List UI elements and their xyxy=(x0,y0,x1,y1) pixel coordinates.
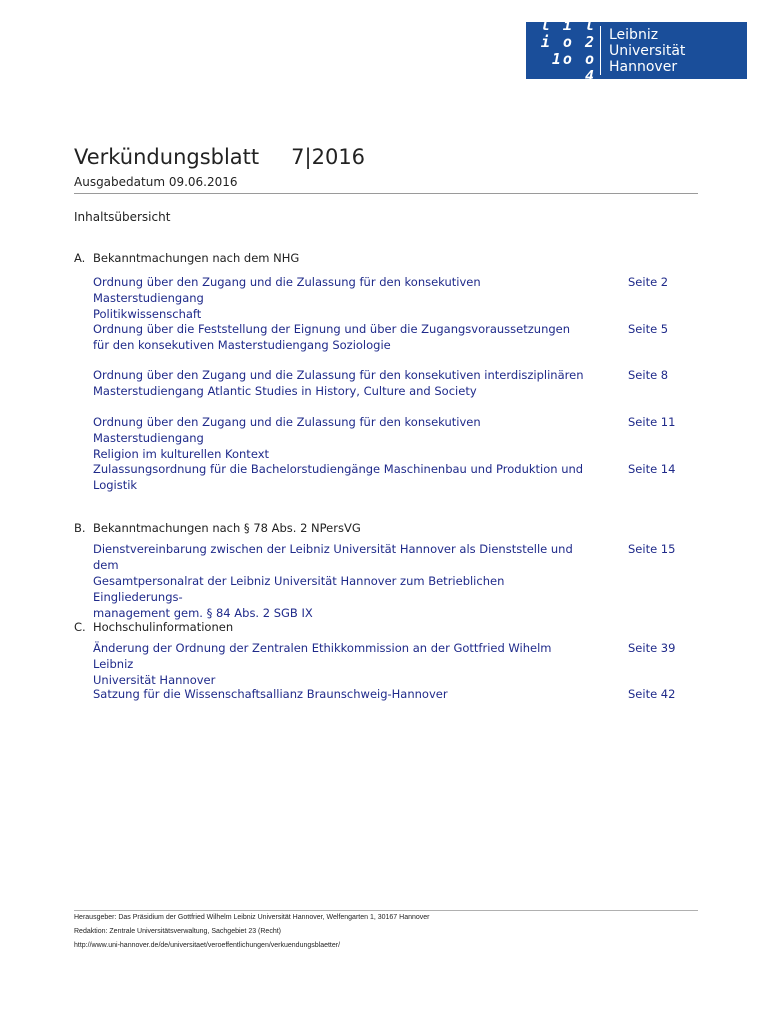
section-label: Bekanntmachungen nach dem NHG xyxy=(93,251,300,265)
toc-entry[interactable] xyxy=(93,686,693,702)
toc-entry-title[interactable] xyxy=(93,274,593,322)
toc-entry-page[interactable]: Seite 11 xyxy=(628,415,676,429)
toc-entry[interactable] xyxy=(93,461,693,493)
toc-entry-title[interactable] xyxy=(93,321,593,353)
section-heading xyxy=(74,251,299,265)
section-letter: C. xyxy=(74,620,86,634)
toc-entry-line[interactable]: Gesamtpersonalrat der Leibniz Universität Hannover zum Betrieblichen Eingliederungs- xyxy=(93,574,505,604)
toc-entry-line[interactable]: Dienstvereinbarung zwischen der Leibniz Universität Hannover als Dienststelle und dem xyxy=(93,542,573,572)
logo-mark-line: i o 2 xyxy=(540,32,596,51)
toc-entry-title[interactable] xyxy=(93,367,593,399)
footer-divider xyxy=(74,910,698,911)
logo-mark xyxy=(526,15,600,85)
toc-entry-title[interactable] xyxy=(93,686,593,702)
section-heading xyxy=(74,521,361,535)
toc-entry-line[interactable]: Politikwissenschaft xyxy=(93,307,202,321)
toc-entry-title[interactable] xyxy=(93,640,593,688)
toc-entry-line[interactable]: Universität Hannover xyxy=(93,673,216,687)
section-letter: B. xyxy=(74,521,86,535)
toc-entry-line[interactable]: für den konsekutiven Masterstudiengang Soziologie xyxy=(93,338,391,352)
logo-mark-line: 1o o 4 xyxy=(551,49,596,85)
toc-entry[interactable] xyxy=(93,414,693,462)
issue-date: Ausgabedatum 09.06.2016 xyxy=(74,175,238,189)
toc-entry-title[interactable] xyxy=(93,461,593,493)
toc-entry-line[interactable]: Religion im kulturellen Kontext xyxy=(93,447,270,461)
logo-name-line: Leibniz xyxy=(609,27,659,43)
footer-url[interactable]: http://www.uni-hannover.de/de/universitaet/veroeffentlichungen/verkuendungsblaetter/ xyxy=(74,942,341,949)
logo-mark-line: l i l xyxy=(540,15,596,34)
toc-entry-line[interactable]: management gem. § 84 Abs. 2 SGB IX xyxy=(93,606,313,620)
toc-entry-title[interactable] xyxy=(93,541,593,621)
toc-entry-line[interactable]: Logistik xyxy=(93,478,138,492)
logo-wordmark xyxy=(601,22,747,79)
toc-entry[interactable] xyxy=(93,274,693,322)
toc-entry-page[interactable]: Seite 8 xyxy=(628,368,669,382)
section-label: Bekanntmachungen nach § 78 Abs. 2 NPersVG xyxy=(93,521,361,535)
logo-name-line: Universität xyxy=(609,43,686,59)
section-label: Hochschulinformationen xyxy=(93,620,234,634)
section-letter: A. xyxy=(74,251,86,265)
toc-entry-title[interactable] xyxy=(93,414,593,462)
toc-entry-line[interactable]: Ordnung über die Feststellung der Eignung und über die Zugangsvoraussetzungen xyxy=(93,322,571,336)
toc-entry-page[interactable]: Seite 14 xyxy=(628,462,676,476)
toc-entry-line[interactable]: Ordnung über den Zugang und die Zulassung für den konsekutiven Masterstudiengang xyxy=(93,415,481,445)
toc-entry[interactable] xyxy=(93,640,693,688)
document-title: Verkündungsblatt xyxy=(74,145,260,169)
toc-entry-page[interactable]: Seite 42 xyxy=(628,687,676,701)
header-divider xyxy=(74,193,698,194)
toc-entry-line[interactable]: Zulassungsordnung für die Bachelorstudiengänge Maschinenbau und Produktion und xyxy=(93,462,584,476)
issue-number: 7|2016 xyxy=(291,145,366,169)
toc-entry[interactable] xyxy=(93,367,693,399)
toc-entry-line[interactable]: Ordnung über den Zugang und die Zulassung für den konsekutiven interdisziplinären xyxy=(93,368,584,382)
document-title-row xyxy=(74,145,365,169)
toc-entry-line[interactable]: Masterstudiengang Atlantic Studies in History, Culture and Society xyxy=(93,384,477,398)
toc-heading: Inhaltsübersicht xyxy=(74,210,171,224)
toc-entry-line[interactable]: Satzung für die Wissenschaftsallianz Braunschweig-Hannover xyxy=(93,687,448,701)
logo-name-line: Hannover xyxy=(609,59,678,75)
toc-entry-page[interactable]: Seite 2 xyxy=(628,275,669,289)
footer-publisher: Herausgeber: Das Präsidium der Gottfried Wilhelm Leibniz Universität Hannover, Welfengarten 1, 30167 Hannover xyxy=(74,914,430,921)
toc-entry-page[interactable]: Seite 15 xyxy=(628,542,676,556)
toc-entry[interactable] xyxy=(93,321,693,353)
footer-editor: Redaktion: Zentrale Universitätsverwaltung, Sachgebiet 23 (Recht) xyxy=(74,928,281,935)
section-heading xyxy=(74,620,233,634)
toc-entry-line[interactable]: Änderung der Ordnung der Zentralen Ethikkommission an der Gottfried Wihelm Leibniz xyxy=(93,641,552,671)
toc-entry-page[interactable]: Seite 39 xyxy=(628,641,676,655)
toc-entry[interactable] xyxy=(93,541,693,621)
toc-entry-line[interactable]: Ordnung über den Zugang und die Zulassung für den konsekutiven Masterstudiengang xyxy=(93,275,481,305)
university-logo xyxy=(526,15,747,85)
toc-entry-page[interactable]: Seite 5 xyxy=(628,322,669,336)
